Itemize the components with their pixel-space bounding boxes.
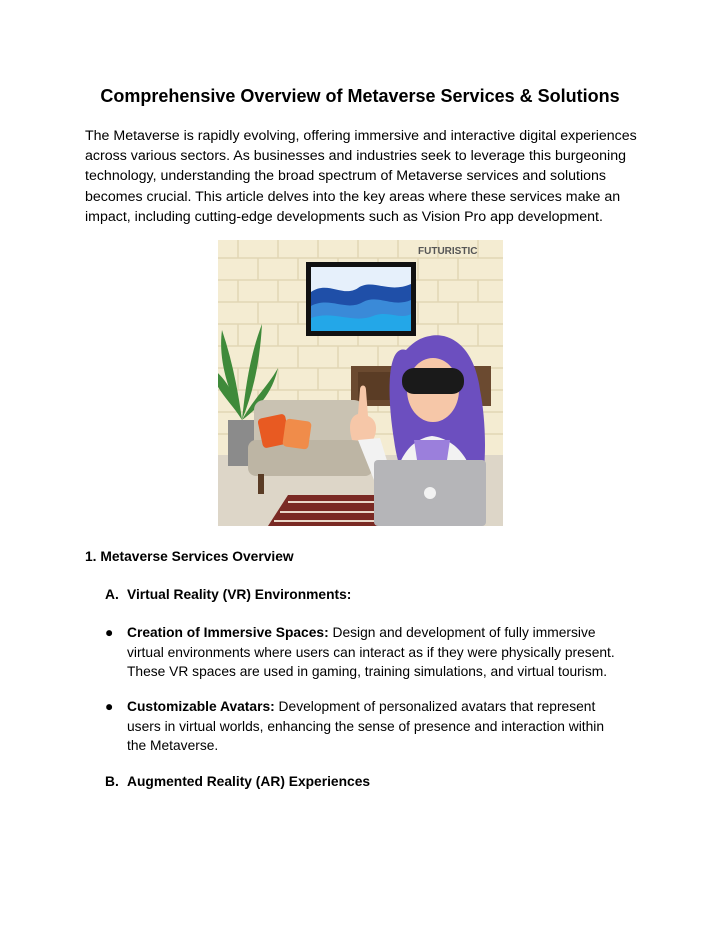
subheading-a xyxy=(105,586,351,604)
bullet-lead: Creation of Immersive Spaces: xyxy=(127,625,329,640)
intro-paragraph: The Metaverse is rapidly evolving, offering immersive and interactive digital experiences across various sectors. As businesses and industries seek to leverage this burgeoning technology, understanding the broad spectrum of Metaverse services and solutions becomes crucial. This article delves into the key areas where these services make an impact, including cutting-edge developments such as Vision Pro app development. xyxy=(85,128,637,225)
subheading-a-label: Virtual Reality (VR) Environments: xyxy=(127,587,352,602)
bullet-glyph: ● xyxy=(105,625,114,640)
section-heading: 1. Metaverse Services Overview xyxy=(85,549,294,564)
bullet-text: Development of personalized avatars that represent users in virtual worlds, enhancing the sense of presence and interaction within the Metaverse. xyxy=(127,699,605,753)
bullet-item xyxy=(105,623,625,682)
bullet-glyph: ● xyxy=(105,699,114,714)
subheading-a-letter: A. xyxy=(105,587,119,602)
page-title: Comprehensive Overview of Metaverse Services & Solutions xyxy=(100,86,620,106)
hero-illustration xyxy=(218,240,503,526)
subheading-b xyxy=(105,773,370,791)
subheading-b-letter: B. xyxy=(105,774,119,789)
brand-logo-text: FUTURISTIC xyxy=(418,246,478,257)
vr-user-illustration xyxy=(218,240,503,526)
bullet-item xyxy=(105,697,625,756)
bullet-lead: Customizable Avatars: xyxy=(127,699,275,714)
subheading-b-label: Augmented Reality (AR) Experiences xyxy=(127,774,371,789)
bullet-text: Design and development of fully immersive virtual environments where users can interact as if they were physically present. These VR spaces are used in gaming, training simulations, and virtual tourism. xyxy=(127,625,615,679)
